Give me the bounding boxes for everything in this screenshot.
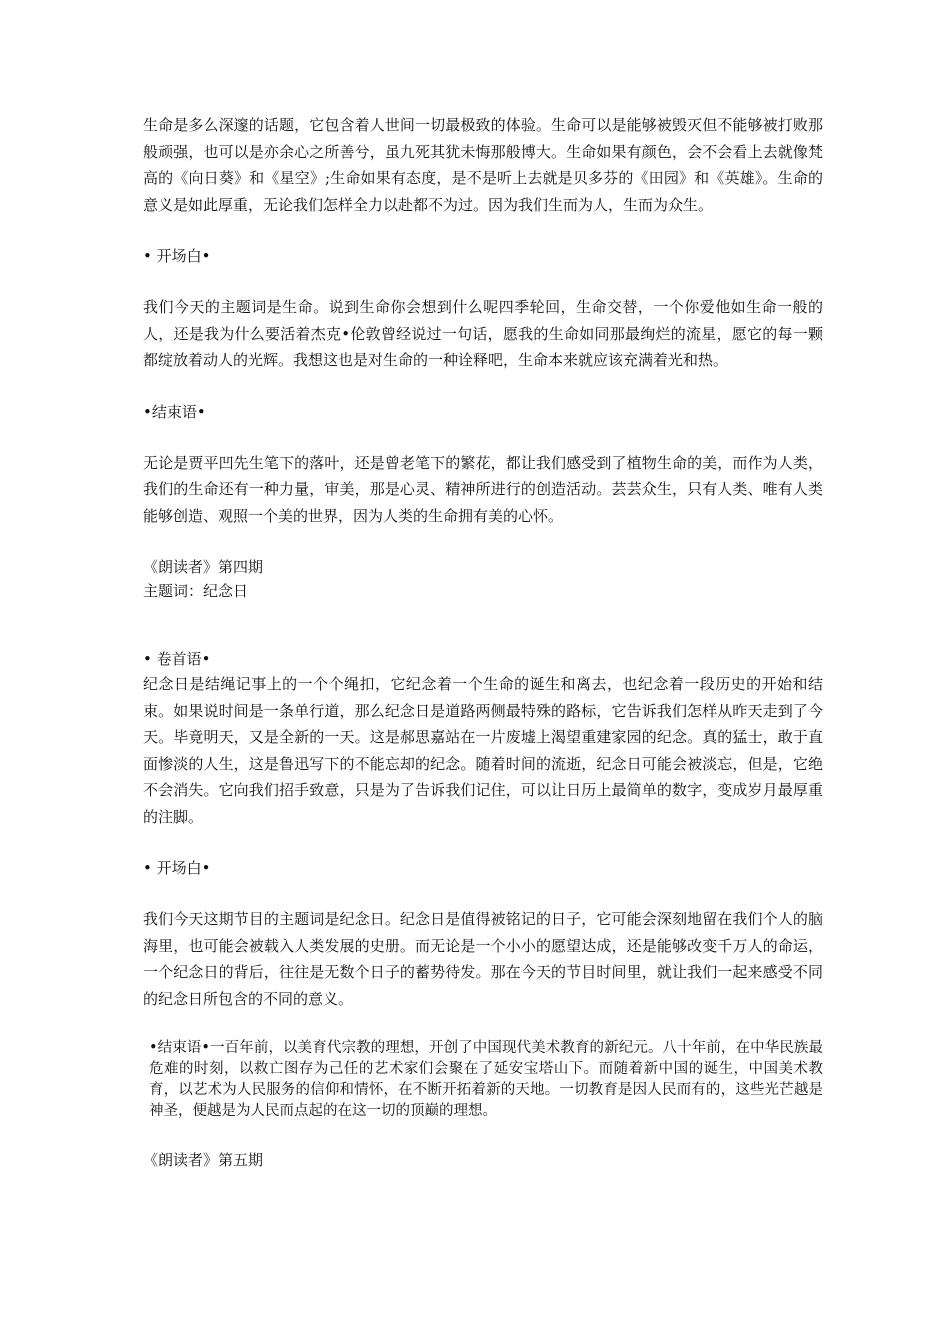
closing-heading: •结束语• xyxy=(143,402,206,421)
issue-five-title: 《朗读者》第五期 xyxy=(143,1151,264,1169)
preface-heading: • 卷首语• xyxy=(143,650,211,668)
opening-heading-2: • 开场白• xyxy=(143,859,211,877)
life-intro-paragraph: 生命是多么深邃的话题，它包含着人世间一切最极致的体验。生命可以是能够被毁灭但不能够被打败那般顽强，也可以是亦余心之所善兮，虽九死其犹未悔那般博大。生命如果有颜色，会不会看上去就像梵高的《向日葵》和《星空》;生命如果有态度，是不是听上去就是贝多芬的《田园》和《英雄》。生命的意义是如此厚重，无论我们怎样全力以赴都不为过。因为我们生而为人，生而为众生。 xyxy=(143,116,823,214)
document-page xyxy=(143,112,823,1172)
opening-paragraph: 我们今天的主题词是生命。说到生命你会想到什么呢四季轮回，生命交替，一个你爱他如生命一般的人，还是我为什么要活着杰克•伦敦曾经说过一句话，愿我的生命如同那最绚烂的流星，愿它的每一颗都绽放着动人的光辉。我想这也是对生命的一种诠释吧，生命本来就应该充满着光和热。 xyxy=(143,298,823,369)
opening-heading: • 开场白• xyxy=(143,247,211,265)
issue-four-theme: 主题词：纪念日 xyxy=(143,582,249,600)
preface-paragraph: 纪念日是结绳记事上的一个个绳扣，它纪念着一个生命的诞生和离去，也纪念着一段历史的开始和结束。如果说时间是一条单行道，那么纪念日是道路两侧最特殊的路标，它告诉我们怎样从昨天走到了今天。毕竟明天，又是全新的一天。这是郝思嘉站在一片废墟上渴望重建家园的纪念。真的猛士，敢于直面惨淡的人生，这是鲁迅写下的不能忘却的纪念。随着时间的流逝，纪念日可能会被淡忘，但是，它绝不会消失。它向我们招手致意，只是为了告诉我们记住，可以让日历上最简单的数字，变成岁月最厚重的注脚。 xyxy=(143,675,823,826)
opening-paragraph-2: 我们今天这期节目的主题词是纪念日。纪念日是值得被铭记的日子，它可能会深刻地留在我们个人的脑海里，也可能会被载入人类发展的史册。而无论是一个小小的愿望达成，还是能够改变千万人的命运，一个纪念日的背后，往往是无数个日子的蓄势待发。那在今天的节目时间里，就让我们一起来感受不同的纪念日所包含的不同的意义。 xyxy=(143,910,823,1008)
issue-four-title: 《朗读者》第四期 xyxy=(143,558,264,576)
closing-paragraph-2: •结束语•一百年前，以美育代宗教的理想，开创了中国现代美术教育的新纪元。八十年前，在中华民族最危难的时刻，以救亡图存为己任的艺术家们会聚在了延安宝塔山下。而随着新中国的诞生，中国美术教育，以艺术为人民服务的信仰和情怀，在不断开拓着新的天地。一切教育是因人民而有的，这些光芒越是神圣，便越是为人民而点起的在这一切的顶巅的理想。 xyxy=(149,1040,823,1119)
closing-paragraph: 无论是贾平凹先生笔下的落叶，还是曾老笔下的繁花，都让我们感受到了植物生命的美，而作为人类，我们的生命还有一种力量，审美，那是心灵、精神所进行的创造活动。芸芸众生，只有人类、唯有人类能够创造、观照一个美的世界，因为人类的生命拥有美的心怀。 xyxy=(143,453,823,525)
